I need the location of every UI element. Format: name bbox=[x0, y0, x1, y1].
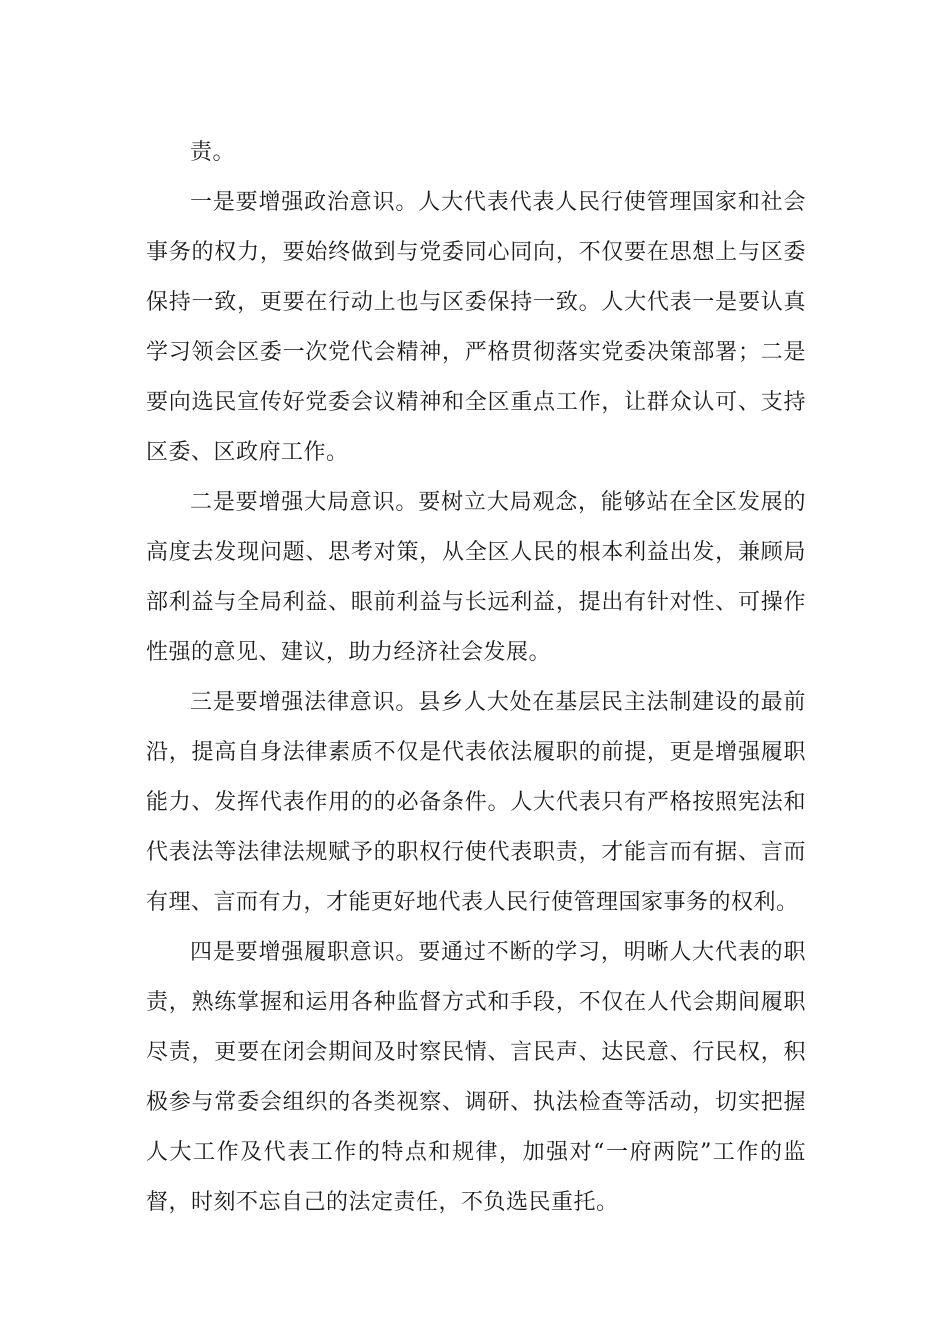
document-body bbox=[146, 128, 806, 1228]
paragraph-overall-awareness: 二是要增强大局意识。要树立大局观念，能够站在全区发展的高度去发现问题、思考对策，从全区人民的根本利益出发，兼顾局部利益与全局利益、眼前利益与长远利益，提出有针对性、可操作性强的意见、建议，助力经济社会发展。 bbox=[146, 490, 806, 665]
paragraph-duty-awareness: 四是要增强履职意识。要通过不断的学习，明晰人大代表的职责，熟练掌握和运用各种监督方式和手段，不仅在人代会期间履职尽责，更要在闭会期间及时察民情、言民声、达民意、行民权，积极参与常委会组织的各类视察、调研、执法检查等活动，切实把握人大工作及代表工作的特点和规律，加强对“一府两院”工作的监督，时刻不忘自己的法定责任，不负选民重托。 bbox=[146, 940, 806, 1215]
paragraph-political-awareness: 一是要增强政治意识。人大代表代表人民行使管理国家和社会事务的权力，要始终做到与党委同心同向，不仅要在思想上与区委保持一致，更要在行动上也与区委保持一致。人大代表一是要认真学习领会区委一次党代会精神，严格贯彻落实党委决策部署；二是要向选民宣传好党委会议精神和全区重点工作，让群众认可、支持区委、区政府工作。 bbox=[146, 190, 806, 465]
paragraph-continuation: 责。 bbox=[190, 140, 236, 165]
paragraph-legal-awareness: 三是要增强法律意识。县乡人大处在基层民主法制建设的最前沿，提高自身法律素质不仅是代表依法履职的前提，更是增强履职能力、发挥代表作用的的必备条件。人大代表只有严格按照宪法和代表法等法律法规赋予的职权行使代表职责，才能言而有据、言而有理、言而有力，才能更好地代表人民行使管理国家事务的权利。 bbox=[146, 690, 806, 915]
